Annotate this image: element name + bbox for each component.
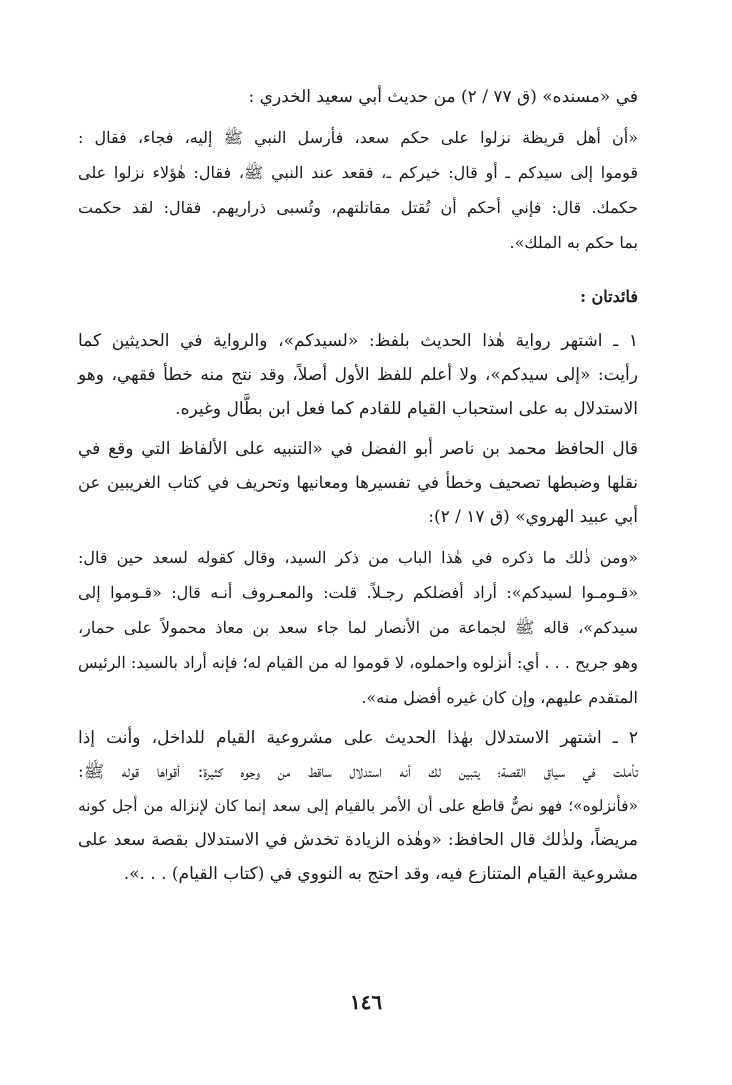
text-line: «ومن ذٰلك ما ذكره في هٰذا الباب من ذكر السيد، وقال كقوله لسعد حين قال: xyxy=(78,548,638,567)
text-line: سيدكم»، قاله ﷺ لجماعة من الأنصار لما جاء سعد بن معاذ محمولاً على حمار، xyxy=(78,618,638,637)
text-line: رأيت: «إلى سيدكم»، ولا أعلم للفظ الأول أصلاً، وقد نتج منه خطأ فقهي، وهو xyxy=(78,365,638,385)
text-line: «فأنزلوه»؛ فهو نصٌّ قاطع على أن الأمر بالقيام إلى سعد إنما كان لإنزاله من أجل كونه xyxy=(78,797,638,815)
benefit-2-paragraph xyxy=(78,721,638,891)
hadith-quote-2 xyxy=(78,540,638,715)
text-line: نقلها وضبطها تصحيف وخطأ في تفسيرها ومعانيها وتحريف في كتاب الغريبين عن xyxy=(78,473,638,492)
text-line: قال الحافظ محمد بن ناصر أبو الفضل في «التنبيه على الألفاظ التي وقع في xyxy=(78,439,638,459)
text-line: ١ ـ اشتهر رواية هٰذا الحديث بلفظ: «لسيدكم»، والرواية في الحديثين كما xyxy=(78,331,638,351)
text-line: حكمك. قال: فإني أحكم أن تُقتل مقاتلتهم، وتُسبى ذراريهم. فقال: لقد حكمت xyxy=(78,198,638,217)
text-line: المتقدم عليهم، وإن كان غيره أفضل منه». xyxy=(361,688,638,707)
benefit-1-paragraph xyxy=(78,324,638,426)
text-line: في «مسنده» (ق ٧٧ / ٢) من حديث أبي سعيد الخدري : xyxy=(248,87,638,107)
text-line: وهو جريح . . . أي: أنزلوه واحملوه، لا قوموا له من القيام له؛ فإنه أراد بالسيد: الرئيس xyxy=(78,653,638,672)
text-line: الاستدلال به على استحباب القيام للقادم كما فعل ابن بطَّال وغيره. xyxy=(175,399,638,419)
text-line: مريضاً، ولذٰلك قال الحافظ: «وهٰذه الزيادة تخدش في الاستدلال بقصة سعد على xyxy=(78,830,638,850)
hadith-quote-1 xyxy=(78,120,638,260)
intro-paragraph xyxy=(78,80,638,114)
text-line: بما حكم به الملك». xyxy=(509,233,638,252)
section-heading: فائدتان : xyxy=(580,287,638,306)
text-line: «أن أهل قريظة نزلوا على حكم سعد، فأرسل النبي ﷺ إليه، فجاء، فقال : xyxy=(78,128,638,147)
text-line: ٢ ـ اشتهر الاستدلال بهٰذا الحديث على مشروعية القيام للداخل، وأنت إذا xyxy=(78,728,638,748)
text-line: قوموا إلى سيدكم ـ أو قال: خيركم ـ، فقعد عند النبي ﷺ، فقال: هٰؤلاء نزلوا على xyxy=(78,163,638,182)
text-line: أبي عبيد الهروي» (ق ١٧ / ٢): xyxy=(428,507,638,527)
text-line: تأملت في سياق القصة؛ يتبين لك أنه استدلال ساقط من وجوه كثيرة: أقواها قوله ﷺ: xyxy=(78,762,638,782)
page-number: ١٤٦ xyxy=(349,990,383,1014)
page-body xyxy=(78,80,638,897)
hafiz-quote-intro xyxy=(78,432,638,534)
text-line: «قـومـوا لسيدكم»: أراد أفضلكم رجـلاً. قلت: والمعـروف أنـه قال: «قـوموا إلى xyxy=(78,583,638,602)
text-line: مشروعية القيام المتنازع فيه، وقد احتج به النووي في (كتاب القيام) . . .». xyxy=(123,864,638,884)
